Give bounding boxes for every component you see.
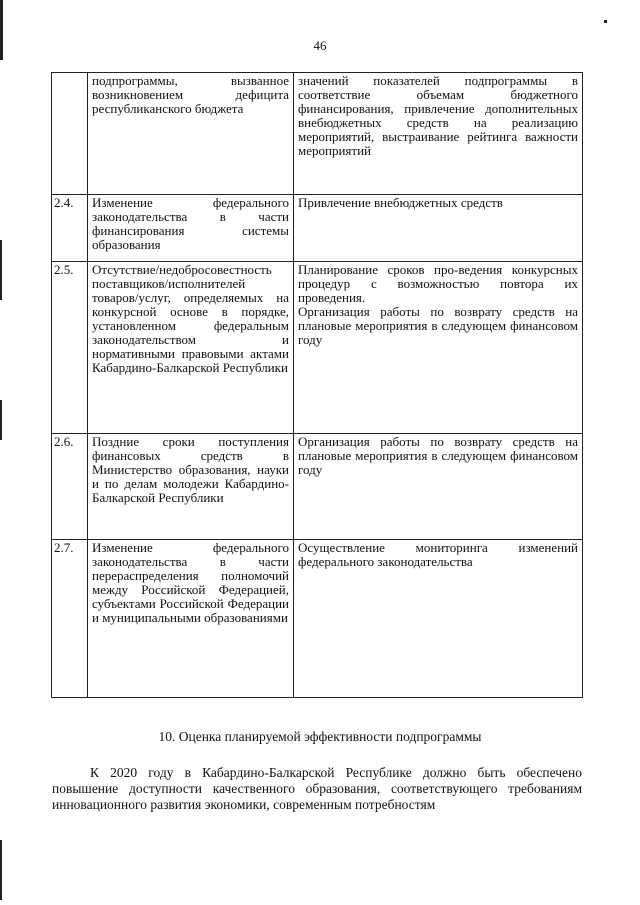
scan-mark-left-bottom: [0, 840, 2, 900]
risk-cell: Поздние сроки поступления финансовых средств в Министерство образования, науки и по делам молодежи Кабардино-Балкарской Республики: [88, 434, 294, 540]
risk-measures-table: [51, 72, 583, 698]
scan-mark-right-dot: [604, 20, 607, 23]
risk-cell: Изменение федерального законодательства в части финансирования системы образования: [88, 195, 294, 262]
row-number: 2.6.: [52, 434, 88, 540]
table-row: [52, 434, 583, 540]
section-heading: 10. Оценка планируемой эффективности подпрограммы: [158, 729, 482, 744]
row-number: 2.4.: [52, 195, 88, 262]
measure-cell: [294, 262, 583, 434]
row-number: 2.5.: [52, 262, 88, 434]
table-row: [52, 195, 583, 262]
body-paragraph: К 2020 году в Кабардино-Балкарской Республике должно быть обеспечено повышение доступности качественного образования, соответствующего требованиям инновационного развития экономики, современным потребностям: [52, 765, 582, 812]
table-row: [52, 540, 583, 698]
measure-cell: [294, 434, 583, 540]
measure-cell: [294, 73, 583, 195]
risk-cell: подпрограммы, вызванное возникновением дефицита республиканского бюджета: [88, 73, 294, 195]
row-number: 2.7.: [52, 540, 88, 698]
measure-text: значений показателей подпрограммы в соответствие объемам бюджетного финансирования, привлечение дополнительных внебюджетных средств на реализацию мероприятий, выстраивание рейтинга важности мероприятий: [298, 73, 578, 158]
measure-text: Организация работы по возврату средств на плановые мероприятия в следующем финансовом году: [298, 434, 578, 477]
table-row: [52, 262, 583, 434]
table-row: [52, 73, 583, 195]
row-number: [52, 73, 88, 195]
risk-cell: Изменение федерального законодательства в части перераспределения полномочий между Российской Федерацией, субъектами Российской Федерации и муниципальными образованиями: [88, 540, 294, 698]
scan-mark-left-lower: [0, 400, 2, 440]
measure-text: Привлечение внебюджетных средств: [298, 195, 503, 210]
measure-cell: [294, 195, 583, 262]
measure-cell: [294, 540, 583, 698]
measure-text: Осуществление мониторинга изменений федерального законодательства: [298, 540, 578, 569]
measure-text: Планирование сроков про-ведения конкурсных процедур с возможностью повтора их проведения.: [298, 262, 578, 305]
page-number: 46: [313, 38, 327, 53]
measure-text: Организация работы по возврату средств на плановые мероприятия в следующем финансовом году: [298, 304, 578, 347]
risk-cell: Отсутствие/недобросовестность поставщиков/исполнителей товаров/услуг, определяемых на конкурсной основе в порядке, установленном федеральным законодательством и нормативными правовыми актами Кабардино-Балкарской Республики: [88, 262, 294, 434]
scan-mark-left-mid: [0, 240, 2, 300]
